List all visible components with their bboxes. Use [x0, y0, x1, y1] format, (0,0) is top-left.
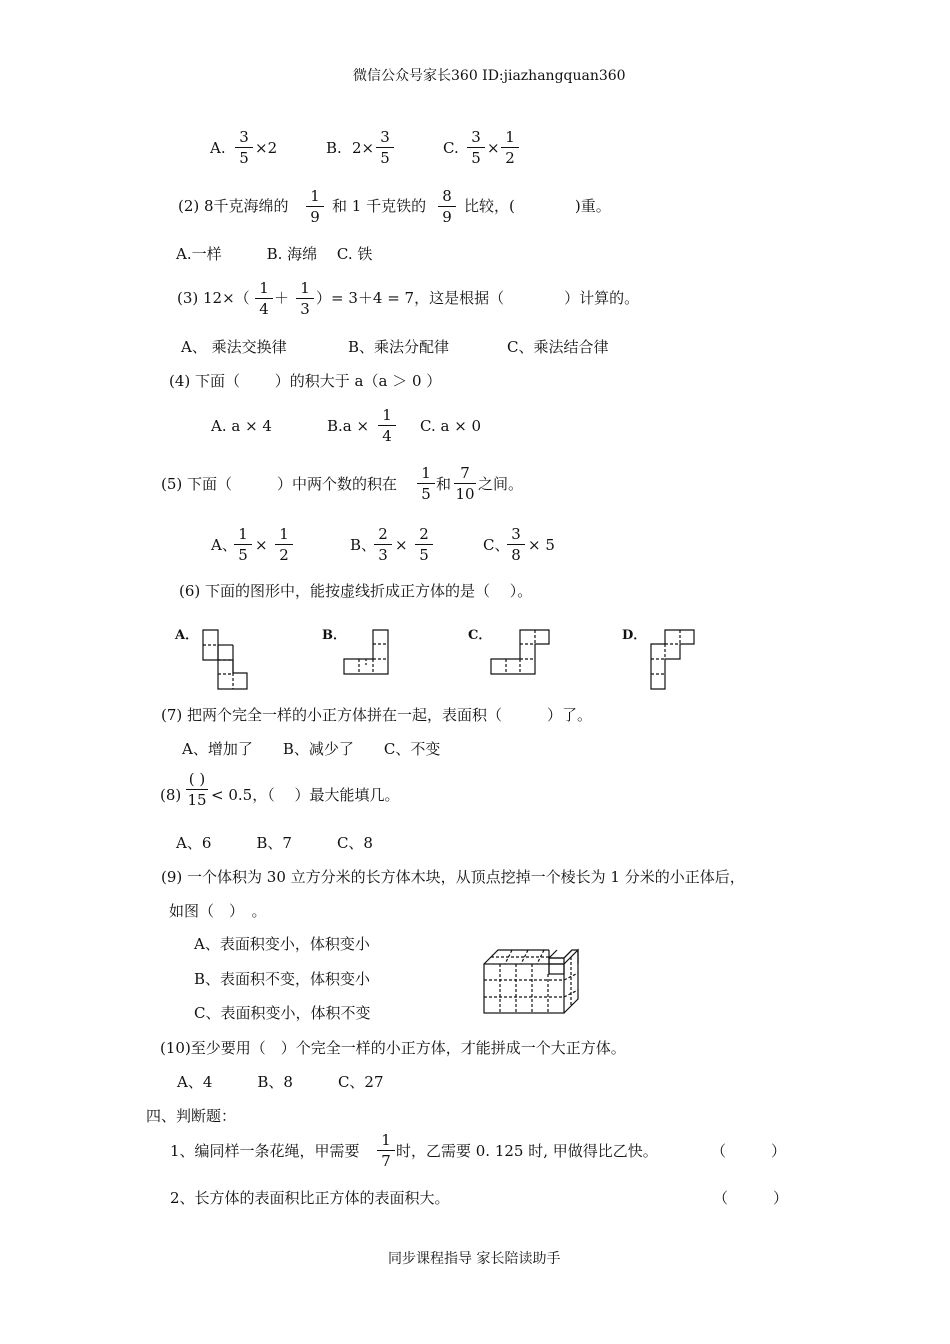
section-4-title: 四、判断题： — [146, 1107, 237, 1125]
q3-fraction-1: 1 4 — [253, 279, 275, 318]
q4-option-a: A. a × 4 — [211, 417, 272, 435]
q9-line2: 如图（ ） 。 — [169, 902, 267, 920]
q5-option-a-fraction-2: 1 2 — [273, 525, 295, 564]
q6-label-b: B． — [322, 628, 346, 643]
q5-option-a-times: × — [255, 536, 268, 554]
q6-label-d: D． — [622, 628, 647, 643]
q5-option-a-label: A、 — [211, 536, 237, 554]
q2-prefix: (2) 8千克海绵的 — [178, 197, 289, 215]
q3-option-b: B、乘法分配律 — [348, 338, 450, 356]
q2-options: A.一样 B. 海绵 C. 铁 — [176, 245, 373, 263]
q3-fraction-2: 1 3 — [294, 279, 316, 318]
q4-option-b: B.a × — [327, 417, 370, 435]
q1-option-c-fraction-2: 1 2 — [499, 128, 521, 167]
judge-2: 2、长方体的表面积比正方体的表面积大。 — [170, 1189, 450, 1207]
q6-label-a: A． — [175, 628, 199, 643]
q4-option-b-fraction: 1 4 — [376, 406, 398, 445]
q5-option-b-label: B、 — [350, 536, 377, 554]
q5-option-c-rest: × 5 — [528, 536, 555, 554]
q3-prefix: (3) 12×（ — [177, 289, 250, 307]
q8-fraction: ( ) 15 — [187, 770, 207, 809]
q2-fraction-2: 8 9 — [436, 187, 458, 226]
q5-option-b-times: × — [395, 536, 408, 554]
q10-options: A、4 B、8 C、27 — [177, 1073, 384, 1091]
q1-option-b-label: B. — [326, 139, 342, 157]
q9-line1: (9) 一个体积为 30 立方分米的长方体木块，从顶点挖掉一个棱长为 1 分米的小正体后， — [161, 868, 745, 886]
judge-1-answer-paren: （ ） — [711, 1142, 787, 1160]
q8-prefix: (8) — [160, 786, 182, 804]
q3-option-a: A、 乘法交换律 — [181, 338, 287, 356]
page-header: 微信公众号家长360 ID:jiazhangquan360 — [353, 68, 626, 84]
q3-suffix: ）= 3＋4 = 7，这是根据（ ）计算的。 — [316, 289, 640, 307]
cube-net-d — [651, 630, 694, 689]
q1-option-b-fraction: 3 5 — [374, 128, 396, 167]
q2-fraction-1: 1 9 — [304, 187, 326, 226]
q1-option-a-rest: ×2 — [255, 139, 278, 157]
q1-option-a-fraction: 3 5 — [233, 128, 255, 167]
q1-option-c-label: C. — [443, 139, 459, 157]
q5-fraction-1: 1 5 — [415, 464, 437, 503]
q2-suffix: 比较，( )重。 — [464, 197, 611, 215]
q5-suffix: 之间。 — [478, 475, 524, 493]
judge-1-prefix: 1、编同样一条花绳，甲需要 — [170, 1142, 360, 1160]
q8-options: A、6 B、7 C、8 — [176, 834, 373, 852]
cube-net-c — [491, 630, 549, 674]
page-footer: 同步课程指导 家长陪读助手 — [388, 1251, 561, 1267]
q5-option-b-fraction-1: 2 3 — [372, 525, 394, 564]
q6-stem: (6) 下面的图形中，能按虚线折成正方体的是（ ）。 — [179, 582, 533, 600]
q1-option-a-label: A. — [210, 139, 226, 157]
q1-option-b-pre: 2× — [352, 139, 375, 157]
cube-net-b — [344, 630, 388, 674]
judge-2-answer-paren: （ ） — [713, 1189, 789, 1207]
q6-label-c: C． — [468, 628, 492, 643]
q5-option-a-fraction-1: 1 5 — [232, 525, 254, 564]
q5-prefix: (5) 下面（ ）中两个数的积在 — [161, 475, 398, 493]
q4-option-c: C. a × 0 — [420, 417, 482, 435]
q7-stem: (7) 把两个完全一样的小正方体拼在一起，表面积（ ）了。 — [161, 706, 593, 724]
q10-stem: (10)至少要用（ ）个完全一样的小正方体，才能拼成一个大正方体。 — [160, 1039, 626, 1057]
cuboid-figure — [484, 950, 578, 1013]
q1-option-c-fraction-1: 3 5 — [465, 128, 487, 167]
judge-1-suffix: 时，乙需要 0. 125 时, 甲做得比乙快。 — [396, 1142, 658, 1160]
q8-suffix: < 0.5，（ ）最大能填几。 — [211, 786, 400, 804]
judge-1-fraction: 1 7 — [375, 1131, 397, 1170]
q5-fraction-2: 7 10 — [455, 464, 475, 503]
q3-option-c: C、乘法结合律 — [507, 338, 609, 356]
q2-mid: 和 1 千克铁的 — [332, 197, 427, 215]
q7-options: A、增加了 B、减少了 C、不变 — [182, 740, 441, 758]
q5-option-c-label: C、 — [483, 536, 510, 554]
q4-stem: (4) 下面（ ）的积大于 a（a ＞ 0 ） — [169, 372, 442, 390]
q5-option-b-fraction-2: 2 5 — [413, 525, 435, 564]
q9-option-a: A、表面积变小，体积变小 — [194, 935, 370, 953]
q5-option-c-fraction: 3 8 — [505, 525, 527, 564]
cube-net-a — [203, 630, 247, 689]
q9-option-c: C、表面积变小，体积不变 — [194, 1004, 371, 1022]
q3-plus: ＋ — [274, 289, 290, 307]
q1-option-c-times: × — [487, 139, 500, 157]
q9-option-b: B、表面积不变，体积变小 — [194, 970, 371, 988]
q5-mid: 和 — [436, 475, 452, 493]
